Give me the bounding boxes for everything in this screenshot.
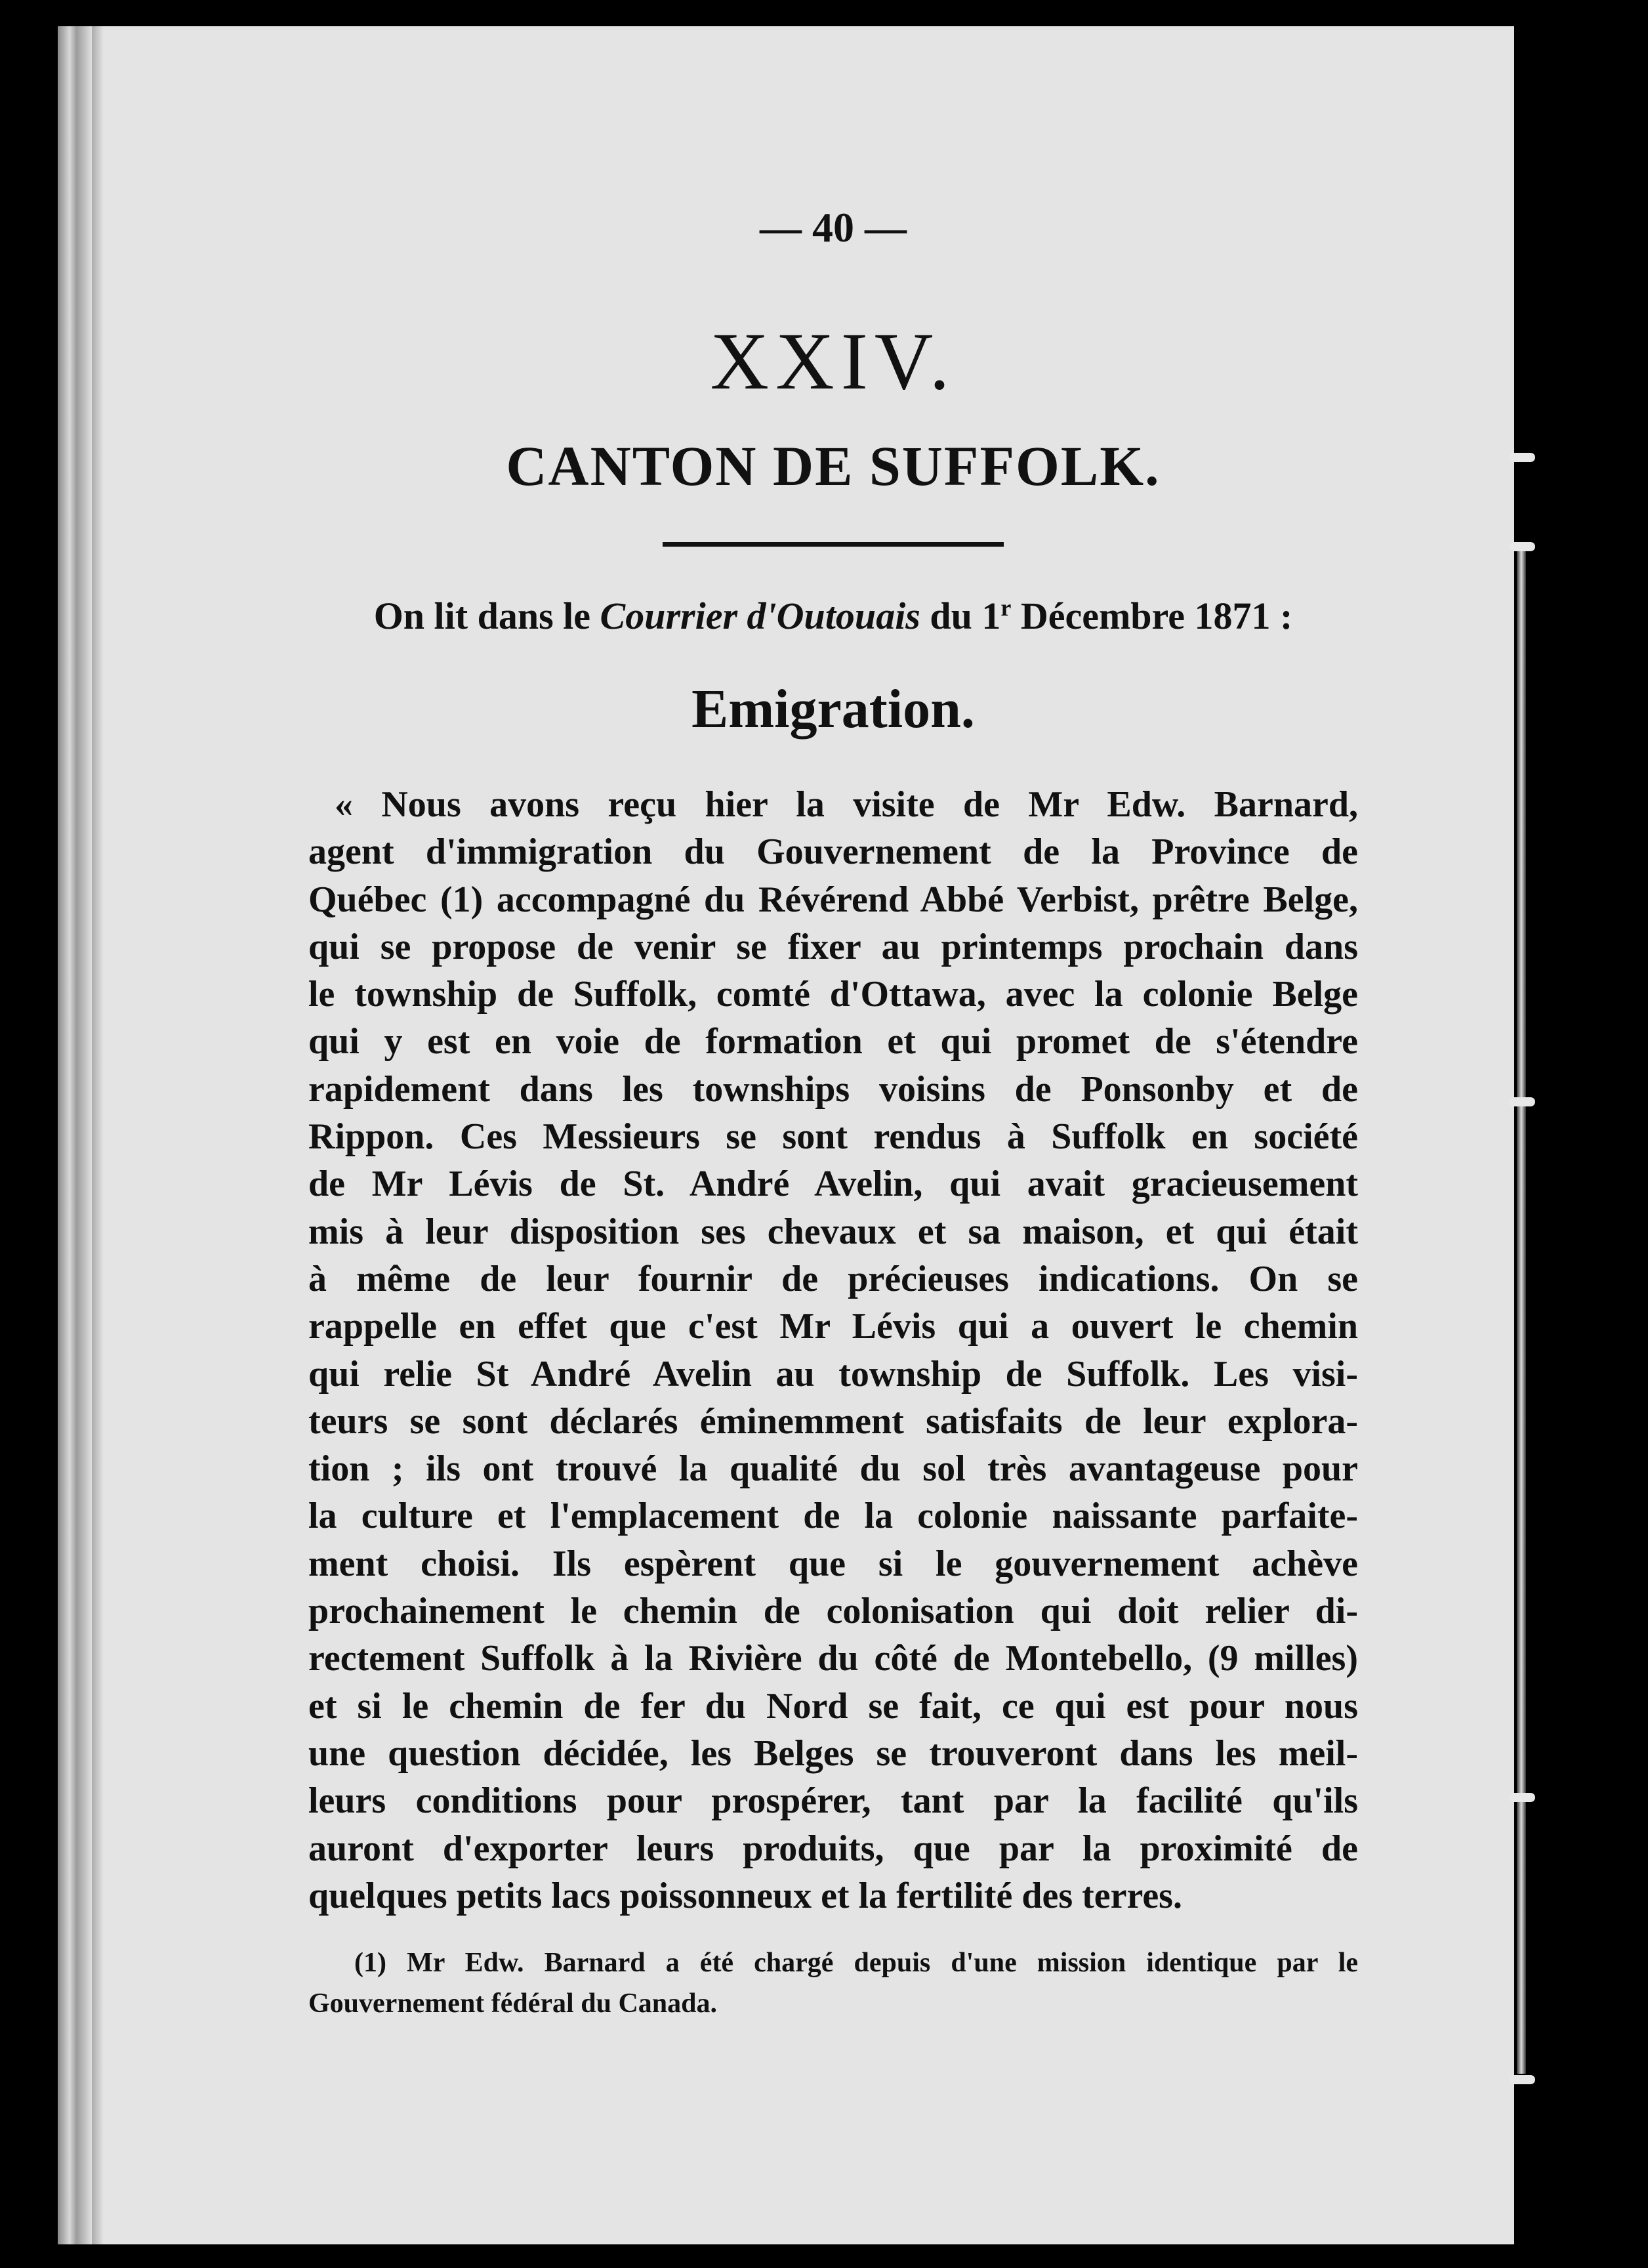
body-line: Québec (1) accompagné du Révérend Abbé Verbist, prêtre Belge, <box>308 879 1358 920</box>
body-line: une question décidée, les Belges se trouveront dans les meil- <box>308 1732 1358 1774</box>
body-line: qui y est en voie de formation et qui promet de s'étendre <box>308 1021 1358 1062</box>
source-suffix: Décembre 1871 : <box>1011 595 1293 637</box>
body-line: rappelle en effet que c'est Mr Lévis qui a ouvert le chemin <box>308 1306 1358 1347</box>
binding-thread <box>1517 545 1526 2074</box>
body-line: teurs se sont déclarés éminemment satisfaits de leur explora- <box>308 1400 1358 1442</box>
body-line: tion ; ils ont trouvé la qualité du sol très avantageuse pour <box>308 1448 1358 1490</box>
body-line: « Nous avons reçu hier la visite de Mr Edw. Barnard, <box>335 784 1358 825</box>
chapter-numeral: XXIV. <box>710 316 957 406</box>
binding-stitch <box>1509 453 1535 462</box>
newspaper-name: Courrier d'Outouais <box>600 595 920 637</box>
body-line: à même de leur fournir de précieuses indications. On se <box>308 1258 1358 1299</box>
article-title: Emigration. <box>691 679 975 740</box>
binding-stitch <box>1509 1097 1535 1106</box>
body-line: rapidement dans les townships voisins de Ponsonby et de <box>308 1068 1358 1110</box>
source-prefix: On lit dans le <box>373 595 600 637</box>
body-line: qui se propose de venir se fixer au printemps prochain dans <box>308 926 1358 967</box>
article-body <box>308 781 1358 1920</box>
body-line: mis à leur disposition ses chevaux et sa maison, et qui était <box>308 1211 1358 1252</box>
body-line: rectement Suffolk à la Rivière du côté de Montebello, (9 milles) <box>308 1638 1358 1679</box>
binding-stitch <box>1509 2075 1535 2084</box>
source-middle: du 1 <box>920 595 1001 637</box>
footnote-line: Gouvernement fédéral du Canada. <box>308 1988 717 2019</box>
body-line: le township de Suffolk, comté d'Ottawa, avec la colonie Belge <box>308 974 1358 1015</box>
source-line <box>308 594 1358 638</box>
ordinal-suffix: r <box>1000 595 1012 621</box>
body-line: qui relie St André Avelin au township de Suffolk. Les visi- <box>308 1353 1358 1395</box>
page-gutter-edge <box>58 26 92 2244</box>
body-line: ment choisi. Ils espèrent que si le gouvernement achève <box>308 1543 1358 1584</box>
binding-margin <box>1514 0 1648 2268</box>
body-line: auront d'exporter leurs produits, que par la proximité de <box>308 1828 1358 1869</box>
footnote <box>308 1942 1358 2024</box>
body-line: de Mr Lévis de St. André Avelin, qui avait gracieusement <box>308 1164 1358 1205</box>
chapter-title: CANTON DE SUFFOLK. <box>506 434 1161 497</box>
footnote-line: (1) Mr Edw. Barnard a été chargé depuis d'une mission identique par le <box>354 1948 1358 1978</box>
binding-stitch <box>1509 1793 1535 1802</box>
body-line: agent d'immigration du Gouvernement de la Province de <box>308 831 1358 873</box>
body-line: Rippon. Ces Messieurs se sont rendus à Suffolk en société <box>308 1116 1358 1158</box>
body-line: prochainement le chemin de colonisation qui doit relier di- <box>308 1591 1358 1632</box>
title-rule <box>663 542 1004 547</box>
binding-stitch <box>1509 542 1535 551</box>
body-line: leurs conditions pour prospérer, tant par la facilité qu'ils <box>308 1780 1358 1822</box>
page-number: — 40 — <box>760 204 907 251</box>
body-line: et si le chemin de fer du Nord se fait, ce qui est pour nous <box>308 1685 1358 1727</box>
body-line: quelques petits lacs poissonneux et la fertilité des terres. <box>308 1875 1182 1916</box>
body-line: la culture et l'emplacement de la colonie naissante parfaite- <box>308 1496 1358 1537</box>
gutter-shadow <box>92 26 104 2244</box>
